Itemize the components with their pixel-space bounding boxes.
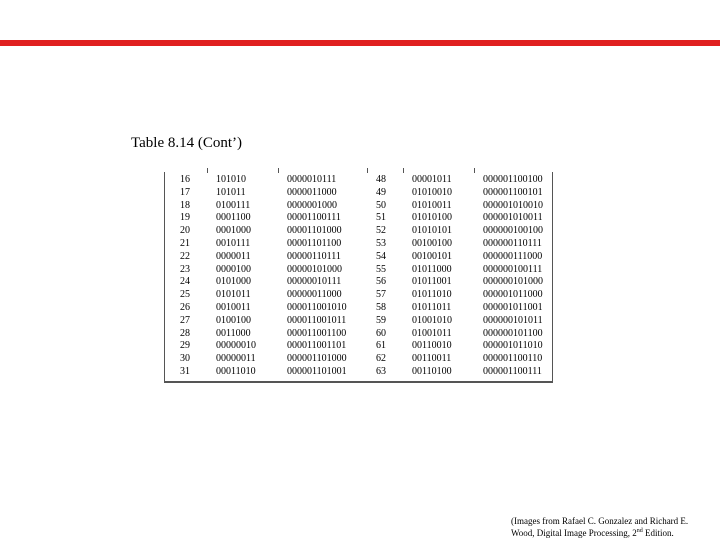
table-row [165, 316, 554, 326]
table-cell-run-length: 48 [376, 174, 386, 185]
slide-title: Table 8.14 (Cont’) [131, 135, 243, 151]
table-cell-white-code: 0100111 [216, 199, 251, 211]
table-cell-black-code: 00001100111 [287, 212, 341, 224]
table-cell-black-code: 000000110111 [483, 238, 542, 249]
caption-line-2-text: Wood, Digital Image Processing, 2 [511, 528, 637, 538]
table-cell-run-length: 63 [376, 366, 386, 377]
table-cell-run-length: 55 [376, 263, 386, 275]
table-row [165, 188, 554, 198]
caption-line-2-end: Edition. [642, 528, 674, 538]
code-table [164, 172, 553, 383]
table-cell-white-code: 0010011 [216, 302, 251, 313]
table-cell-run-length: 56 [376, 276, 386, 288]
table-cell-black-code: 000001011000 [483, 289, 543, 301]
table-cell-white-code: 01011011 [412, 302, 452, 313]
table-cell-black-code: 000001100101 [483, 186, 543, 198]
table-cell-black-code: 000000100111 [483, 263, 543, 275]
table-row [165, 329, 554, 339]
table-cell-black-code: 00000110111 [287, 250, 341, 262]
table-cell-white-code: 00110010 [412, 340, 452, 352]
table-cell-black-code: 00000010111 [287, 276, 342, 288]
accent-bar [0, 40, 720, 46]
table-cell-black-code: 000001100110 [483, 353, 543, 365]
table-cell-black-code: 000000101011 [483, 314, 543, 326]
table-cell-black-code: 000001011010 [483, 340, 543, 352]
table-cell-white-code: 00011010 [216, 366, 256, 377]
table-cell-white-code: 00100101 [412, 250, 452, 262]
table-cell-run-length: 24 [180, 276, 190, 288]
table-cell-black-code: 00000101000 [287, 263, 342, 275]
table-cell-white-code: 01010011 [412, 199, 452, 211]
table-cell-run-length: 16 [180, 174, 190, 185]
caption-line-1: (Images from Rafael C. Gonzalez and Richard E. [511, 516, 689, 526]
table-cell-run-length: 20 [180, 225, 190, 237]
table-cell-white-code: 0001100 [216, 212, 251, 224]
table-cell-white-code: 0000100 [216, 263, 251, 275]
table-cell-white-code: 01011000 [412, 263, 452, 275]
table-cell-black-code: 000000111000 [483, 250, 543, 262]
column-tick [474, 168, 475, 173]
column-tick [403, 168, 404, 173]
table-cell-black-code: 000011001101 [287, 340, 347, 352]
table-row [165, 175, 554, 185]
table-cell-run-length: 23 [180, 263, 190, 275]
table-cell-run-length: 29 [180, 340, 190, 352]
table-cell-white-code: 01010100 [412, 212, 452, 224]
table-cell-black-code: 000001100111 [483, 366, 542, 377]
table-cell-white-code: 0011000 [216, 327, 251, 339]
table-cell-white-code: 01011010 [412, 289, 452, 301]
table-cell-black-code: 000001101000 [287, 353, 347, 365]
column-tick [367, 168, 368, 173]
table-cell-run-length: 22 [180, 250, 190, 262]
table-cell-run-length: 53 [376, 238, 386, 249]
table-cell-run-length: 57 [376, 289, 386, 301]
table-cell-run-length: 19 [180, 212, 190, 224]
table-cell-run-length: 18 [180, 199, 190, 211]
table-cell-black-code: 00001101100 [287, 238, 342, 249]
table-cell-black-code: 000011001011 [287, 314, 347, 326]
image-credit-caption [511, 515, 716, 539]
table-row [165, 252, 554, 262]
table-cell-run-length: 21 [180, 238, 190, 249]
table-cell-white-code: 01001011 [412, 327, 452, 339]
table-cell-white-code: 01001010 [412, 314, 452, 326]
table-cell-white-code: 101011 [216, 186, 246, 198]
table-cell-run-length: 31 [180, 366, 190, 377]
table-cell-black-code: 000001101001 [287, 366, 347, 377]
table-cell-run-length: 50 [376, 199, 386, 211]
table-cell-white-code: 01010101 [412, 225, 452, 237]
table-cell-black-code: 000011001100 [287, 327, 347, 339]
table-cell-run-length: 54 [376, 250, 386, 262]
table-cell-run-length: 28 [180, 327, 190, 339]
table-row [165, 265, 554, 275]
table-cell-black-code: 000000100100 [483, 225, 543, 237]
table-row [165, 354, 554, 364]
table-row [165, 213, 554, 223]
table-cell-run-length: 25 [180, 289, 190, 301]
table-cell-black-code: 0000001000 [287, 199, 337, 211]
table-cell-black-code: 00001101000 [287, 225, 342, 237]
table-cell-white-code: 01011001 [412, 276, 452, 288]
table-cell-white-code: 0101000 [216, 276, 251, 288]
table-cell-run-length: 52 [376, 225, 386, 237]
table-row [165, 303, 554, 313]
table-cell-white-code: 00001011 [412, 174, 452, 185]
table-cell-run-length: 26 [180, 302, 190, 313]
table-row [165, 201, 554, 211]
table-cell-white-code: 00000010 [216, 340, 256, 352]
table-cell-white-code: 0000011 [216, 250, 251, 262]
caption-line-2 [511, 527, 716, 539]
table-row [165, 277, 554, 287]
table-row [165, 226, 554, 236]
table-row [165, 290, 554, 300]
table-cell-run-length: 59 [376, 314, 386, 326]
table-cell-run-length: 49 [376, 186, 386, 198]
caption-superscript: nd [636, 528, 643, 534]
column-tick [278, 168, 279, 173]
table-cell-white-code: 0101011 [216, 289, 251, 301]
table-cell-black-code: 000000101000 [483, 276, 543, 288]
table-cell-run-length: 51 [376, 212, 386, 224]
table-cell-black-code: 0000011000 [287, 186, 337, 198]
table-cell-white-code: 0001000 [216, 225, 251, 237]
table-cell-black-code: 000000101100 [483, 327, 543, 339]
table-row [165, 341, 554, 351]
table-cell-run-length: 17 [180, 186, 190, 198]
table-row [165, 239, 554, 249]
table-cell-run-length: 58 [376, 302, 386, 313]
table-cell-white-code: 101010 [216, 174, 246, 185]
table-row [165, 367, 554, 377]
table-cell-black-code: 000011001010 [287, 302, 347, 313]
table-cell-run-length: 61 [376, 340, 386, 352]
table-cell-white-code: 00110011 [412, 353, 452, 365]
table-cell-black-code: 000001011001 [483, 302, 543, 313]
table-cell-run-length: 30 [180, 353, 190, 365]
table-cell-white-code: 01010010 [412, 186, 452, 198]
table-cell-white-code: 00100100 [412, 238, 452, 249]
table-cell-white-code: 0100100 [216, 314, 251, 326]
table-cell-white-code: 00110100 [412, 366, 452, 377]
table-cell-white-code: 0010111 [216, 238, 251, 249]
table-cell-run-length: 60 [376, 327, 386, 339]
column-tick [207, 168, 208, 173]
table-cell-black-code: 0000010111 [287, 174, 337, 185]
table-cell-white-code: 00000011 [216, 353, 256, 365]
table-cell-black-code: 000001010010 [483, 199, 543, 211]
table-cell-black-code: 000001010011 [483, 212, 543, 224]
table-cell-run-length: 27 [180, 314, 190, 326]
table-cell-black-code: 00000011000 [287, 289, 342, 301]
table-cell-black-code: 000001100100 [483, 174, 543, 185]
table-cell-run-length: 62 [376, 353, 386, 365]
